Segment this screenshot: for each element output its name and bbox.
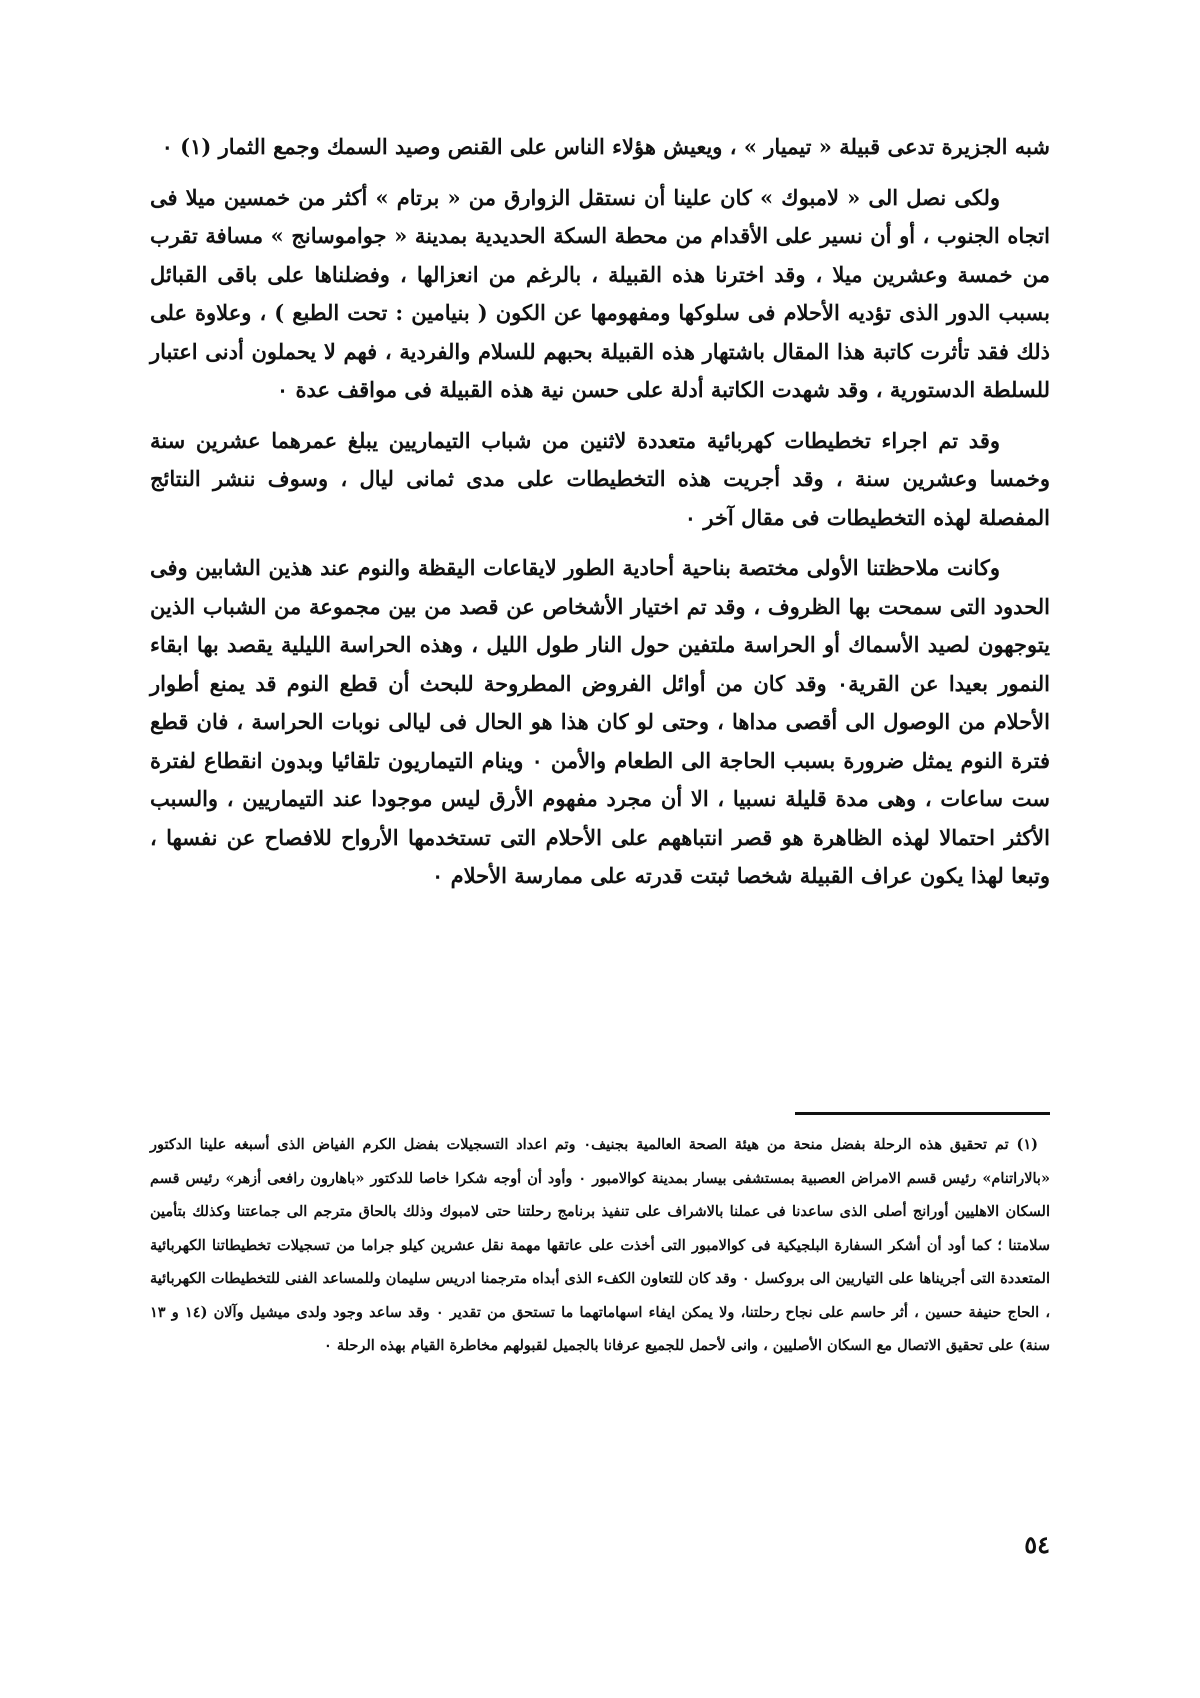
paragraph-4: وكانت ملاحظتنا الأولى مختصة بناحية أحادية الطور لايقاعات اليقظة والنوم عند هذين الشابين وفى الحدود التى سمحت بها الظروف ، وقد تم اختيار الأشخاص عن قصد من بين مجموعة من الشباب الذين يتوجهون لصيد الأسماك أو الحراسة ملتفين حول النار طول الليل ، وهذه الحراسة الليلية يقصد بها ابقاء النمور بعيدا عن القرية٠ وقد كان من أوائل الفروض المطروحة للبحث أن قطع النوم قد يمنع أطوار الأحلام من الوصول الى أقصى مداها ، وحتى لو كان هذا هو الحال فى ليالى نوبات الحراسة ، فان قطع فترة النوم يمثل ضرورة بسبب الحاجة الى الطعام والأمن ٠ وينام التيماريون تلقائيا وبدون انقطاع لفترة ست ساعات ، وهى مدة قليلة نسبيا ، الا أن مجرد مفهوم الأرق ليس موجودا عند التيماريين ، والسبب الأكثر احتمالا لهذه الظاهرة هو قصر انتباههم على الأحلام التى تستخدمها الأرواح للافصاح عن نفسها ، وتبعا لهذا يكون عراف القبيلة شخصا ثبتت قدرته على ممارسة الأحلام ٠ bbox=[150, 555, 1050, 888]
footnote-separator bbox=[795, 1112, 1050, 1115]
paragraph-3: وقد تم اجراء تخطيطات كهربائية متعددة لاثنين من شباب التيماريين يبلغ عمرهما عشرين سنة وخمسا وعشرين سنة ، وقد أجريت هذه التخطيطات على مدى ثمانى ليال ، وسوف ننشر النتائج المفصلة لهذه التخطيطات فى مقال آخر ٠ bbox=[150, 427, 1050, 530]
page-number: ٥٤ bbox=[1024, 1530, 1050, 1559]
main-text bbox=[150, 128, 1050, 908]
paragraph-2: ولكى نصل الى « لامبوك » كان علينا أن نستقل الزوارق من « برتام » أكثر من خمسين ميلا فى اتجاه الجنوب ، أو أن نسير على الأقدام من محطة السكة الحديدية بمدينة « جواموسانج » مسافة تقرب من خمسة وعشرين ميلا ، وقد اخترنا هذه القبيلة ، بالرغم من انعزالها ، وفضلناها على باقى القبائل بسبب الدور الذى تؤديه الأحلام فى سلوكها ومفهومها عن الكون ( بنيامين : تحت الطبع ) ، وعلاوة على ذلك فقد تأثرت كاتبة هذا المقال باشتهار هذه القبيلة بحبهم للسلام والفردية ، فهم لا يحملون أدنى اعتبار للسلطة الدستورية ، وقد شهدت الكاتبة أدلة على حسن نية هذه القبيلة فى مواقف عدة ٠ bbox=[150, 184, 1050, 402]
footnote: (١) تم تحقيق هذه الرحلة بفضل منحة من هيئة الصحة العالمية بجنيف٠ وتم اعداد التسجيلات بفضل الكرم الفياض الذى أسبغه علينا الدكتور «بالاراتنام» رئيس قسم الامراض العصبية بمستشفى بيسار بمدينة كوالامبور ٠ وأود أن أوجه شكرا خاصا للدكتور «باهارون رافعى أزهر» رئيس قسم السكان الاهليين أورانج أصلى الذى ساعدنا فى عملنا بالاشراف على تنفيذ برنامج رحلتنا حتى لامبوك وذلك بالحاق مترجم الى جماعتنا وكذلك بتأمين سلامتنا ؛ كما أود أن أشكر السفارة البلجيكية فى كوالامبور التى أخذت على عاتقها مهمة نقل عشرين كيلو جراما من تسجيلات تخطيطاتنا الكهربائية المتعددة التى أجريناها على التياريين الى بروكسل ٠ وقد كان للتعاون الكفء الذى أبداه مترجمنا ادريس سليمان وللمساعد الفنى للتخطيطات الكهربائية ، الحاج حنيفة حسين ، أثر حاسم على نجاح رحلتنا، ولا يمكن ايفاء اسهاماتهما ما تستحق من تقدير ٠ وقد ساعد وجود ولدى ميشيل وآلان (١٤ و ١٣ سنة) على تحقيق الاتصال مع السكان الأصليين ، وانى لأحمل للجميع عرفانا بالجميل لقبولهم مخاطرة القيام بهذه الرحلة ٠ bbox=[150, 1136, 1051, 1354]
paragraph-1: شبه الجزيرة تدعى قبيلة « تيميار » ، ويعيش هؤلاء الناس على القنص وصيد السمك وجمع الثمار (١) ٠ bbox=[161, 134, 1050, 159]
